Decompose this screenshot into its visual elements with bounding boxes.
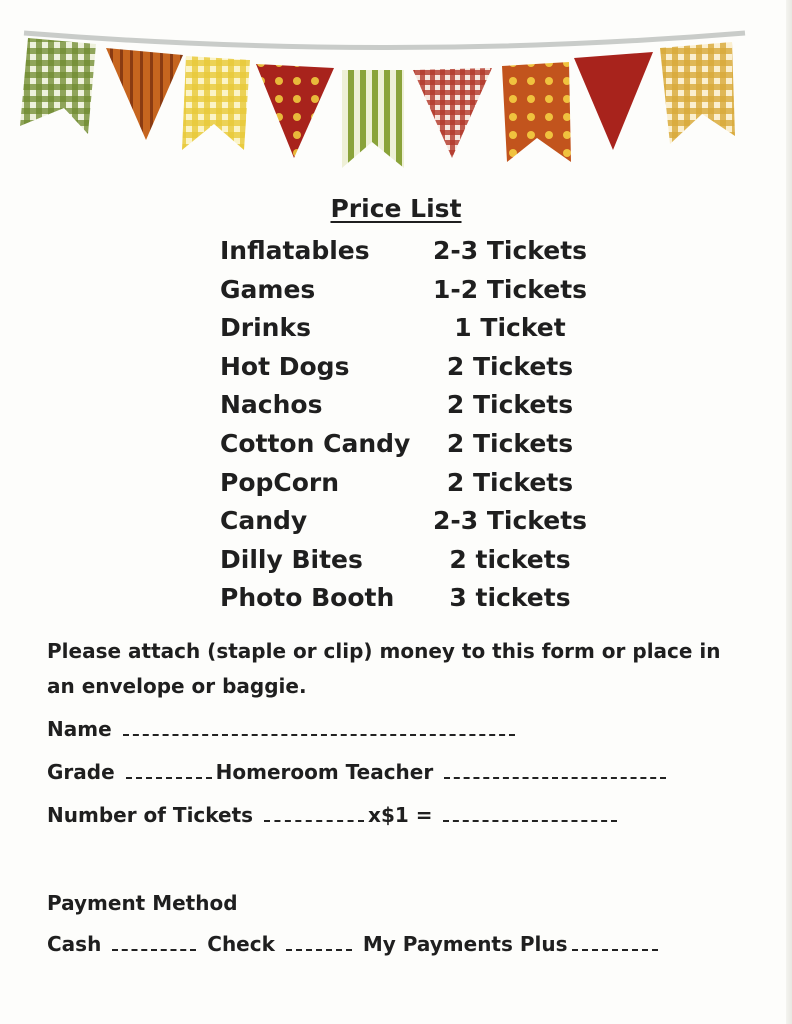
pennant-flag — [106, 48, 183, 140]
item-name: Nachos — [220, 390, 323, 420]
grade-field-row — [47, 751, 747, 794]
name-blank[interactable] — [123, 718, 515, 736]
item-price: 2 Tickets — [446, 428, 574, 458]
price-row — [220, 543, 590, 582]
item-name: Candy — [220, 506, 308, 536]
price-row — [220, 388, 590, 427]
item-name: Hot Dogs — [220, 351, 350, 381]
pennant-flag — [342, 70, 404, 168]
grade-blank[interactable] — [126, 761, 212, 779]
price-row — [220, 427, 590, 466]
item-name: Drinks — [220, 313, 311, 343]
item-price: 2-3 Tickets — [432, 506, 588, 536]
item-name: Dilly Bites — [220, 544, 363, 574]
price-row — [220, 273, 590, 312]
tickets-blank[interactable] — [264, 804, 364, 822]
payment-method-title: Payment Method — [47, 891, 238, 915]
item-price: 1 Ticket — [454, 313, 566, 343]
item-name: Photo Booth — [220, 583, 395, 613]
bunting-banner — [0, 0, 792, 190]
item-price: 3 tickets — [449, 583, 571, 613]
item-price: 2 tickets — [449, 544, 571, 574]
item-name: Inflatables — [220, 236, 370, 265]
tickets-field-row — [47, 794, 747, 837]
item-price: 2 Tickets — [446, 351, 574, 381]
homeroom-blank[interactable] — [444, 761, 666, 779]
pennant-flag — [256, 64, 334, 158]
cash-blank[interactable] — [112, 933, 196, 951]
order-form — [47, 634, 747, 965]
price-row — [220, 504, 590, 543]
item-name: Cotton Candy — [220, 428, 411, 458]
pennant-flag — [20, 38, 96, 134]
name-field-row — [47, 708, 747, 751]
price-list — [220, 234, 590, 620]
price-row — [220, 466, 590, 505]
pennant-flag — [660, 42, 735, 144]
item-price: 1-2 Tickets — [432, 274, 588, 304]
check-blank[interactable] — [286, 933, 352, 951]
price-row — [220, 311, 590, 350]
grade-label: Grade — [47, 760, 115, 784]
name-label: Name — [47, 717, 112, 741]
multiplier-label: x$1 = — [368, 803, 433, 827]
cash-label: Cash — [47, 932, 102, 956]
pennant-flag — [502, 62, 571, 162]
price-row — [220, 581, 590, 620]
pennant-flag — [574, 52, 653, 150]
item-name: PopCorn — [220, 467, 340, 497]
price-list-title: Price List — [330, 194, 462, 223]
price-row — [220, 350, 590, 389]
total-blank[interactable] — [443, 804, 617, 822]
homeroom-label: Homeroom Teacher — [215, 760, 434, 784]
item-price: 2 Tickets — [446, 467, 574, 497]
check-label: Check — [207, 932, 275, 956]
mypayments-label: My Payments Plus — [362, 932, 568, 956]
item-price: 2-3 Tickets — [432, 236, 588, 265]
item-name: Games — [220, 274, 316, 304]
payment-options-row — [47, 923, 747, 965]
pennant-flag — [413, 68, 492, 158]
pennant-flag — [182, 56, 250, 150]
mypayments-blank[interactable] — [572, 933, 658, 951]
instructions-text: Please attach (staple or clip) money to this form or place in an envelope or baggie. — [47, 639, 721, 698]
tickets-label: Number of Tickets — [47, 803, 254, 827]
price-row — [220, 234, 590, 273]
item-price: 2 Tickets — [446, 390, 574, 420]
